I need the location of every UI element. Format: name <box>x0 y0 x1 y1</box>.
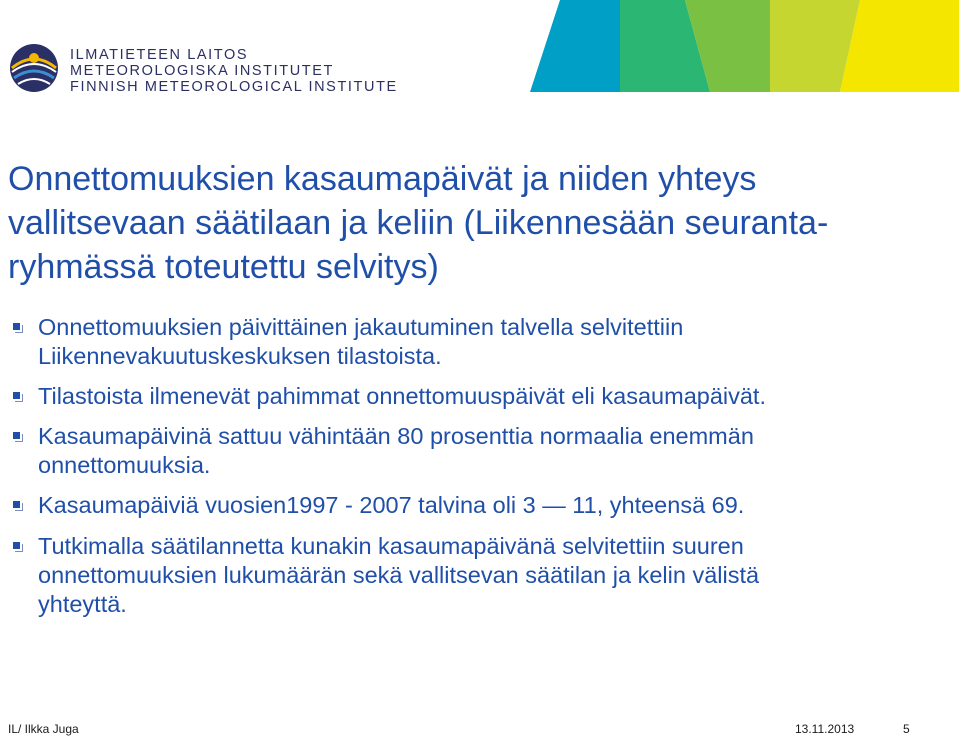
logo-text-line: METEOROLOGISKA INSTITUTET <box>70 63 334 79</box>
square-bullet-icon <box>13 392 20 399</box>
footer-author: IL/ Ilkka Juga <box>8 722 79 736</box>
bullet-text: Kasaumapäivinä sattuu vähintään 80 prosenttia normaalia enemmän <box>38 423 754 449</box>
slide-title <box>8 157 908 289</box>
bullet-text: Liikennevakuutuskeskuksen tilastoista. <box>38 343 442 369</box>
bullet-text: yhteyttä. <box>38 591 127 617</box>
title-line: ryhmässä toteutettu selvitys) <box>8 247 439 286</box>
logo-text-line: FINNISH METEOROLOGICAL INSTITUTE <box>70 79 398 95</box>
logo-text-line: ILMATIETEEN LAITOS <box>70 47 249 63</box>
bullet-text: Onnettomuuksien päivittäinen jakautuminen talvella selvitettiin <box>38 314 684 340</box>
bullet-list <box>8 313 948 619</box>
bullet-item <box>8 532 948 619</box>
bullet-text: Tutkimalla säätilannetta kunakin kasaumapäivänä selvitettiin suuren <box>38 533 744 559</box>
bullet-item <box>8 382 948 411</box>
bullet-text: onnettomuuksien lukumäärän sekä vallitsevan säätilan ja kelin välistä <box>38 562 760 588</box>
stripe <box>840 0 959 92</box>
fmi-globe-icon <box>8 42 60 94</box>
page-number: 5 <box>903 722 910 736</box>
bullet-text: Kasaumapäiviä vuosien1997 - 2007 talvina oli 3 — 11, yhteensä 69. <box>38 492 745 518</box>
square-bullet-icon <box>13 542 20 549</box>
bullet-item <box>8 491 948 520</box>
slide-footer <box>0 722 959 738</box>
header-color-stripes <box>470 0 959 92</box>
bullet-item <box>8 313 948 371</box>
bullet-item <box>8 422 948 480</box>
square-bullet-icon <box>13 323 20 330</box>
square-bullet-icon <box>13 432 20 439</box>
square-bullet-icon <box>13 501 20 508</box>
title-line: vallitsevaan säätilaan ja keliin (Liikennesään seuranta- <box>8 203 829 242</box>
footer-date: 13.11.2013 <box>795 722 855 736</box>
fmi-logo <box>8 38 398 100</box>
bullet-text: onnettomuuksia. <box>38 452 211 478</box>
title-line: Onnettomuuksien kasaumapäivät ja niiden yhteys <box>8 159 757 198</box>
bullet-text: Tilastoista ilmenevät pahimmat onnettomuuspäivät eli kasaumapäivät. <box>38 383 766 409</box>
